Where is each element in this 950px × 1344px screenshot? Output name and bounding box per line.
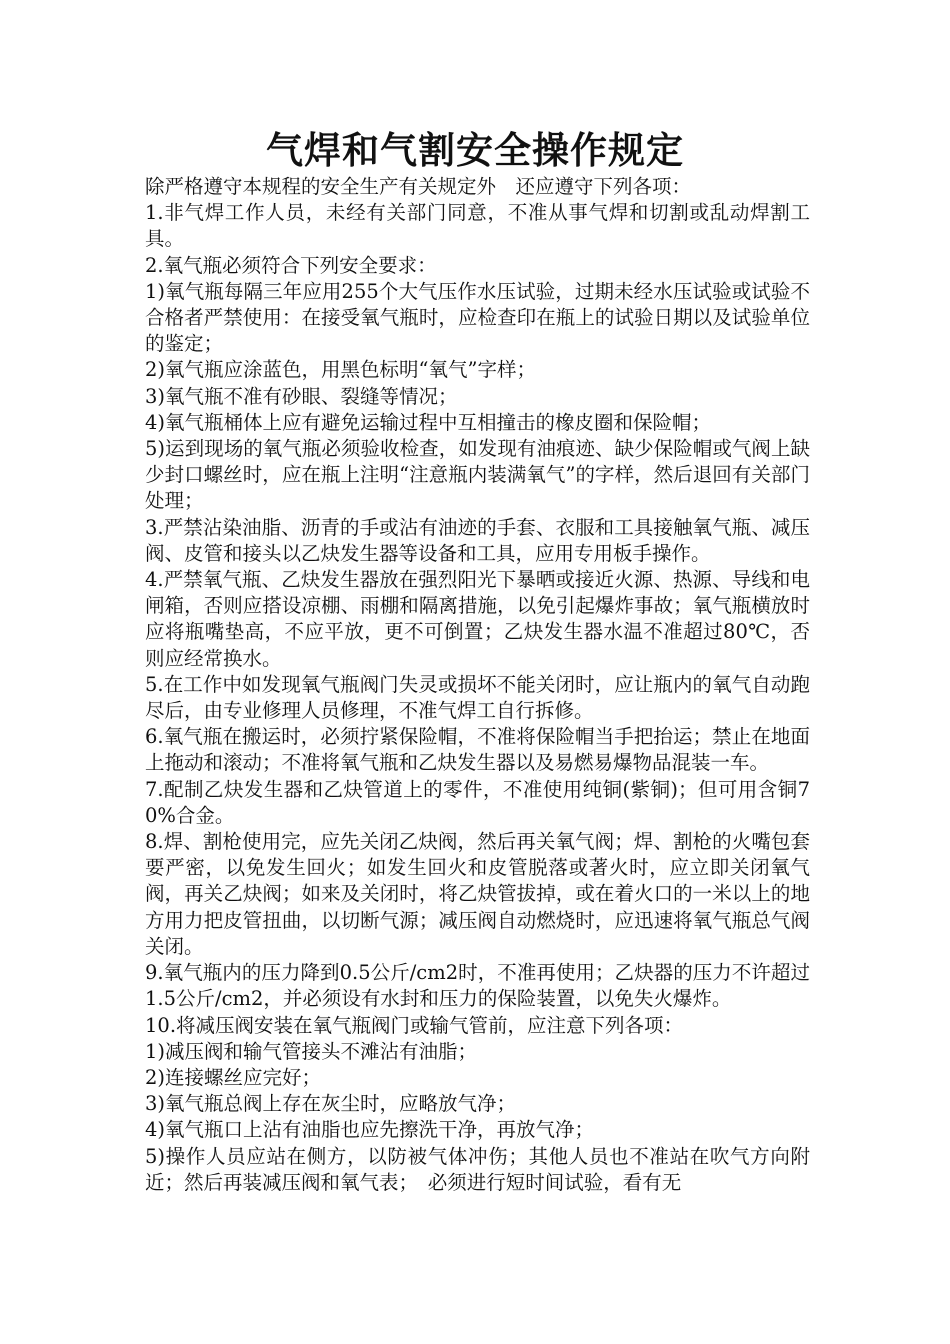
rule-6-paragraph: 6.氧气瓶在搬运时，必须拧紧保险帽，不准将保险帽当手把抬运；禁止在地面上拖动和滚动；不准将氧气瓶和乙炔发生器以及易燃易爆物品混装一车。 xyxy=(145,725,810,775)
rule-5-paragraph: 5.在工作中如发现氧气瓶阀门失灵或损坏不能关闭时，应让瓶内的氧气自动跑尽后，由专业修理人员修理，不准气焊工自行拆修。 xyxy=(145,672,810,723)
rule-1-paragraph: 1.非气焊工作人员，未经有关部门同意，不准从事气焊和切割或乱动焊割工具。 xyxy=(145,201,810,251)
rule-10-item-5: 5)操作人员应站在侧方，以防被气体冲伤；其他人员也不准站在吹气方向附近；然后再装减压阀和氧气表； 必须进行短时间试验，看有无 xyxy=(145,1144,810,1194)
rule-3-paragraph: 3.严禁沾染油脂、沥青的手或沾有油迹的手套、衣服和工具接触氧气瓶、减压阀、皮管和接头以乙炔发生器等设备和工具，应用专用板手操作。 xyxy=(145,515,810,565)
rule-7-paragraph: 7.配制乙炔发生器和乙炔管道上的零件，不准使用纯铜(紫铜)；但可用含铜70%合金。 xyxy=(145,777,810,827)
rule-10-heading: 10.将减压阀安装在氧气瓶阀门或输气管前，应注意下列各项： xyxy=(145,1013,684,1037)
intro-paragraph: 除严格遵守本规程的安全生产有关规定外 还应遵守下列各项： xyxy=(145,175,692,198)
document-title: 气焊和气割安全操作规定 xyxy=(266,128,684,172)
rule-9-paragraph: 9.氧气瓶内的压力降到0.5公斤/cm2时，不准再使用；乙炔器的压力不许超过1.5公斤/cm2，并必须设有水封和压力的保险装置，以免失火爆炸。 xyxy=(145,961,810,1011)
rule-2-item-4: 4)氧气瓶桶体上应有避免运输过程中互相撞击的橡皮圈和保险帽； xyxy=(145,410,712,434)
rule-8-paragraph: 8.焊、割枪使用完，应先关闭乙炔阀，然后再关氧气阀；焊、割枪的火嘴包套要严密，以免发生回火；如发生回火和皮管脱落或著火时，应立即关闭氧气阀，再关乙炔阀；如来及关闭时，将乙炔管拔掉，或在着火口的一米以上的地方用力把皮管扭曲，以切断气源；减压阀自动燃烧时，应迅速将氧气瓶总气阀关闭。 xyxy=(145,830,810,958)
rule-2-heading: 2.氧气瓶必须符合下列安全要求： xyxy=(145,253,437,277)
rule-10-item-1: 1)减压阀和输气管接头不滩沾有油脂； xyxy=(145,1039,478,1063)
document-body xyxy=(145,174,810,1196)
rule-4-paragraph: 4.严禁氧气瓶、乙炔发生器放在强烈阳光下暴晒或接近火源、热源、导线和电闸箱，否则应搭设凉棚、雨棚和隔离措施，以免引起爆炸事故；氧气瓶横放时应将瓶嘴垫高，不应平放，更不可倒置；乙炔发生器水温不准超过80℃，否则应经常换水。 xyxy=(145,568,810,670)
rule-2-item-3: 3)氧气瓶不准有砂眼、裂缝等情况； xyxy=(145,384,458,408)
rule-2-item-5: 5)运到现场的氧气瓶必须验收检查，如发现有油痕迹、缺少保险帽或气阀上缺少封口螺丝时，应在瓶上注明“注意瓶内装满氧气”的字样，然后退回有关部门处理； xyxy=(145,437,810,513)
rule-10-item-4: 4)氧气瓶口上沾有油脂也应先擦洗干净，再放气净； xyxy=(145,1118,595,1142)
rule-2-item-2: 2)氧气瓶应涂蓝色，用黑色标明“氧气”字样； xyxy=(145,358,536,382)
rule-10-item-2: 2)连接螺丝应完好； xyxy=(145,1065,322,1089)
rule-2-item-1: 1)氧气瓶每隔三年应用255个大气压作水压试验，过期未经水压试验或试验不合格者严禁使用：在接受氧气瓶时，应检查印在瓶上的试验日期以及试验单位的鉴定； xyxy=(145,279,810,356)
rule-10-item-3: 3)氧气瓶总阀上存在灰尘时，应略放气净； xyxy=(145,1092,517,1116)
